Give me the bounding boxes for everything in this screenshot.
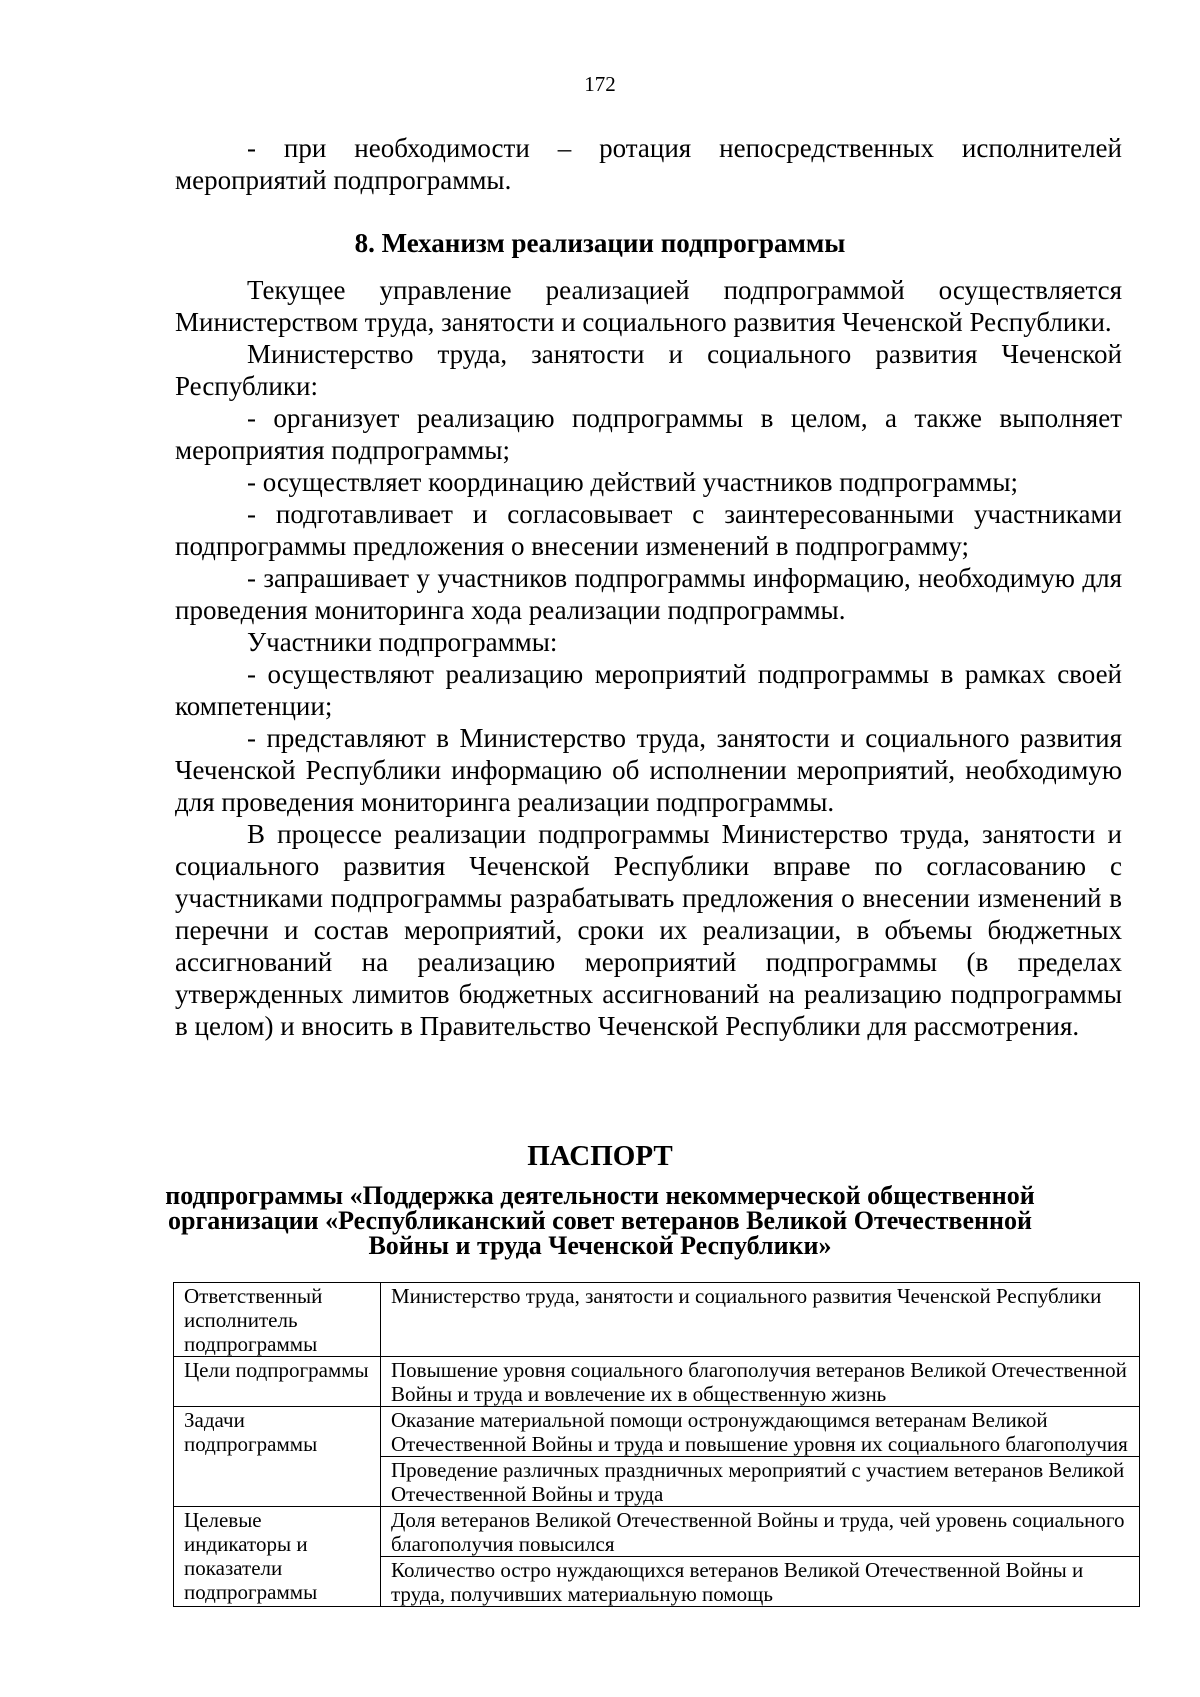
table-cell-label: Целевые индикаторы и показатели подпрограммы (174, 1507, 381, 1607)
passport-title: ПАСПОРТ (527, 1140, 673, 1172)
paragraph: - представляют в Министерство труда, занятости и социального развития Чеченской Республики информацию об исполнении мероприятий, необходимую для проведения мониторинга реализации подпрограммы. (175, 723, 1122, 817)
passport-table (173, 1282, 1140, 1607)
table-row (174, 1357, 1140, 1407)
paragraph: - осуществляет координацию действий участников подпрограммы; (247, 467, 1018, 497)
table-row (174, 1283, 1140, 1357)
table-row (174, 1507, 1140, 1557)
table-cell-label: Ответственный исполнитель подпрограммы (174, 1283, 381, 1357)
table-cell-value: Повышение уровня социального благополучия ветеранов Великой Отечественной Войны и труда и вовлечение их в общественную жизнь (381, 1357, 1140, 1407)
paragraph: - организует реализацию подпрограммы в целом, а также выполняет мероприятия подпрограммы; (175, 403, 1122, 465)
paragraph: Текущее управление реализацией подпрограммой осуществляется Министерством труда, занятости и социального развития Чеченской Республики. (175, 275, 1122, 337)
section-body (175, 274, 1122, 1042)
paragraph: - запрашивает у участников подпрограммы информацию, необходимую для проведения мониторинга хода реализации подпрограммы. (175, 563, 1122, 625)
table-row (174, 1407, 1140, 1457)
paragraph: Министерство труда, занятости и социального развития Чеченской Республики: (175, 339, 1122, 401)
table-cell-label: Задачи подпрограммы (174, 1407, 381, 1507)
table-cell-label: Цели подпрограммы (174, 1357, 381, 1407)
page-number: 172 (584, 72, 616, 96)
intro-paragraph: - при необходимости – ротация непосредственных исполнителей мероприятий подпрограммы. (175, 133, 1122, 195)
paragraph: - осуществляют реализацию мероприятий подпрограммы в рамках своей компетенции; (175, 659, 1122, 721)
intro-block (175, 132, 1122, 196)
paragraph: В процессе реализации подпрограммы Министерство труда, занятости и социального развития Чеченской Республики вправе по согласованию с участниками подпрограммы разрабатывать предложения о внесении изменений в перечни и состав мероприятий, сроки их реализации, в объемы бюджетных ассигнований на реализацию мероприятий подпрограммы (в пределах утвержденных лимитов бюджетных ассигнований на реализацию подпрограммы в целом) и вносить в Правительство Чеченской Республики для рассмотрения. (175, 819, 1122, 1041)
table-cell-value: Доля ветеранов Великой Отечественной Войны и труда, чей уровень социального благополучия повысился (381, 1507, 1140, 1557)
table-cell-value: Количество остро нуждающихся ветеранов Великой Отечественной Войны и труда, получивших материальную помощь (381, 1557, 1140, 1607)
table-cell-value: Министерство труда, занятости и социального развития Чеченской Республики (381, 1283, 1140, 1357)
passport-subtitle: подпрограммы «Поддержка деятельности некоммерческой общественной организации «Республиканский совет ветеранов Великой Отечественной Войны и труда Чеченской Республики» (165, 1181, 1035, 1260)
table-cell-value: Проведение различных праздничных мероприятий с участием ветеранов Великой Отечественной Войны и труда (381, 1457, 1140, 1507)
table-cell-value: Оказание материальной помощи остронуждающимся ветеранам Великой Отечественной Войны и труда и повышение уровня их социального благополучия (381, 1407, 1140, 1457)
paragraph: - подготавливает и согласовывает с заинтересованными участниками подпрограммы предложения о внесении изменений в подпрограмму; (175, 499, 1122, 561)
paragraph: Участники подпрограммы: (247, 627, 558, 657)
section-heading: 8. Механизм реализации подпрограммы (354, 228, 846, 258)
